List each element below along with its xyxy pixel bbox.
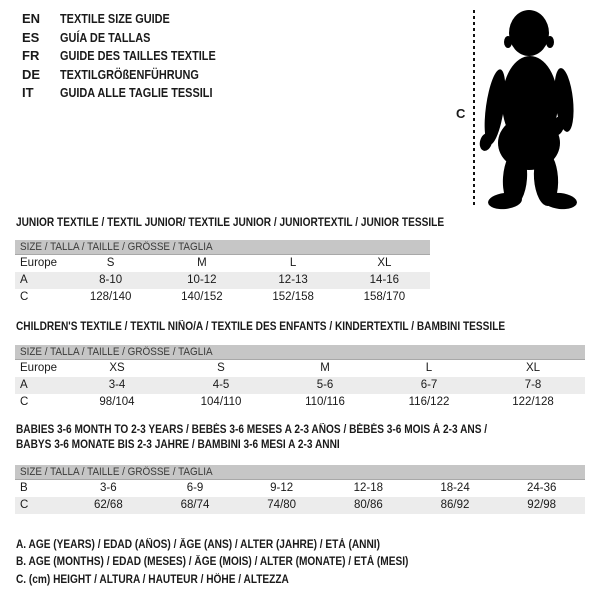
lang-code: IT — [22, 85, 34, 100]
height-cell: 98/104 — [99, 396, 135, 408]
lang-row-fr — [22, 48, 245, 67]
baby-silhouette-icon — [478, 2, 598, 210]
row-label: C — [20, 396, 29, 408]
lang-code: DE — [22, 66, 41, 82]
table-row-age — [15, 272, 430, 289]
lang-row-it — [22, 85, 245, 104]
section-title-babies-line1: BABIES 3-6 MONTH TO 2-3 YEARS / BEBÉS 3-6 MESES A 2-3 AÑOS / BÉBÉS 3-6 MOIS À 2-3 ANS / — [16, 424, 488, 436]
size-header-bar — [15, 240, 430, 255]
size-header-bar — [15, 345, 585, 360]
row-label: Europe — [20, 257, 58, 269]
lang-title: TEXTILE SIZE GUIDE — [60, 11, 170, 26]
section-title-babies-line2: BABYS 3-6 MONATE BIS 2-3 JAHRE / BAMBINI 3-6 MESI A 2-3 ANNI — [16, 439, 340, 451]
footnote-text: C. (cm) HEIGHT / ALTURA / HAUTEUR / HÖHE / ALTEZZA — [16, 573, 289, 586]
age-cell: 10-12 — [187, 274, 217, 286]
lang-title: GUÍA DE TALLAS — [60, 29, 151, 45]
footnote-height — [16, 574, 462, 591]
height-cell: 92/98 — [527, 499, 557, 511]
size-cell: L — [425, 362, 433, 374]
lang-title: GUIDA ALLE TAGLIE TESSILI — [60, 85, 213, 100]
section-title-junior: JUNIOR TEXTILE / TEXTIL JUNIOR/ TEXTILE JUNIOR / JUNIORTEXTIL / JUNIOR TESSILE — [16, 217, 445, 229]
height-cell: 80/86 — [353, 499, 383, 511]
footnote-text: A. AGE (YEARS) / EDAD (AÑOS) / ÂGE (ANS) / ALTER (JAHRE) / ETÀ (ANNI) — [16, 539, 380, 551]
row-label: A — [20, 379, 28, 391]
row-label: C — [20, 499, 29, 511]
size-cell: L — [289, 257, 297, 269]
height-cell: 110/116 — [305, 396, 345, 408]
footnote-age-months — [16, 556, 462, 573]
footnote-age-years — [16, 539, 462, 556]
size-cell: XS — [109, 362, 125, 374]
age-cell: 9-12 — [270, 482, 294, 494]
lang-code: EN — [22, 11, 41, 26]
age-cell: 14-16 — [369, 274, 400, 286]
height-measure-label: C — [456, 106, 466, 121]
footnotes — [16, 539, 462, 591]
babies-size-table — [15, 465, 585, 514]
section-title-children: CHILDREN'S TEXTILE / TEXTIL NIÑO/A / TEXTILE DES ENFANTS / KINDERTEXTIL / BAMBINI TESSILE — [16, 321, 506, 333]
height-cell: 68/74 — [180, 499, 210, 511]
height-cell: 104/110 — [200, 396, 242, 408]
size-header-bar — [15, 465, 585, 480]
height-cell: 128/140 — [89, 291, 132, 303]
age-cell: 8-10 — [99, 274, 123, 286]
age-cell: 18-24 — [440, 482, 470, 494]
size-header-text: SIZE / TALLA / TAILLE / GRÖSSE / TAGLIA — [20, 466, 213, 478]
row-label: C — [20, 291, 29, 303]
lang-row-es — [22, 30, 245, 49]
height-cell: 116/122 — [408, 396, 450, 408]
lang-title: GUIDE DES TAILLES TEXTILE — [60, 48, 216, 63]
age-cell: 3-4 — [108, 379, 126, 391]
table-row-europe — [15, 255, 430, 272]
lang-row-en — [22, 11, 245, 30]
footnote-text: B. AGE (MONTHS) / EDAD (MESES) / ÂGE (MOIS) / ALTER (MONATE) / ETÀ (MESI) — [16, 556, 409, 569]
size-cell: XL — [377, 257, 392, 269]
table-row-age — [15, 377, 585, 394]
row-label: B — [20, 482, 28, 494]
age-cell: 5-6 — [316, 379, 334, 391]
table-row-height — [15, 394, 585, 411]
size-cell: M — [197, 257, 207, 269]
lang-row-de — [22, 67, 245, 86]
size-cell: XL — [525, 362, 541, 374]
lang-title: TEXTILGRÖßENFÜHRUNG — [60, 66, 199, 82]
height-cell: 158/170 — [363, 291, 406, 303]
age-cell: 24-36 — [526, 482, 557, 494]
age-cell: 4-5 — [212, 379, 230, 391]
height-cell: 122/128 — [512, 396, 554, 408]
size-cell: M — [320, 362, 330, 374]
size-header-text: SIZE / TALLA / TAILLE / GRÖSSE / TAGLIA — [20, 241, 213, 253]
junior-size-table — [15, 240, 430, 306]
height-cell: 152/158 — [272, 291, 314, 303]
height-cell: 86/92 — [440, 499, 470, 511]
age-cell: 12-18 — [353, 482, 384, 494]
table-row-europe — [15, 360, 585, 377]
lang-code: FR — [22, 48, 40, 63]
age-cell: 6-7 — [420, 379, 438, 391]
height-measure-dashed-line — [473, 10, 475, 206]
language-header — [22, 11, 245, 104]
size-cell: S — [217, 362, 225, 374]
height-cell: 62/68 — [93, 499, 123, 511]
children-size-table — [15, 345, 585, 411]
row-label: Europe — [20, 362, 58, 374]
lang-code: ES — [22, 29, 40, 45]
age-cell: 6-9 — [186, 482, 204, 494]
table-row-height — [15, 289, 430, 306]
table-row-age-months — [15, 480, 585, 497]
size-cell: S — [106, 257, 115, 269]
table-row-height — [15, 497, 585, 514]
age-cell: 7-8 — [524, 379, 542, 391]
height-cell: 140/152 — [181, 291, 223, 303]
age-cell: 3-6 — [100, 482, 117, 494]
age-cell: 12-13 — [278, 274, 308, 286]
height-cell: 74/80 — [267, 499, 297, 511]
size-header-text: SIZE / TALLA / TAILLE / GRÖSSE / TAGLIA — [20, 346, 213, 358]
row-label: A — [20, 274, 28, 286]
